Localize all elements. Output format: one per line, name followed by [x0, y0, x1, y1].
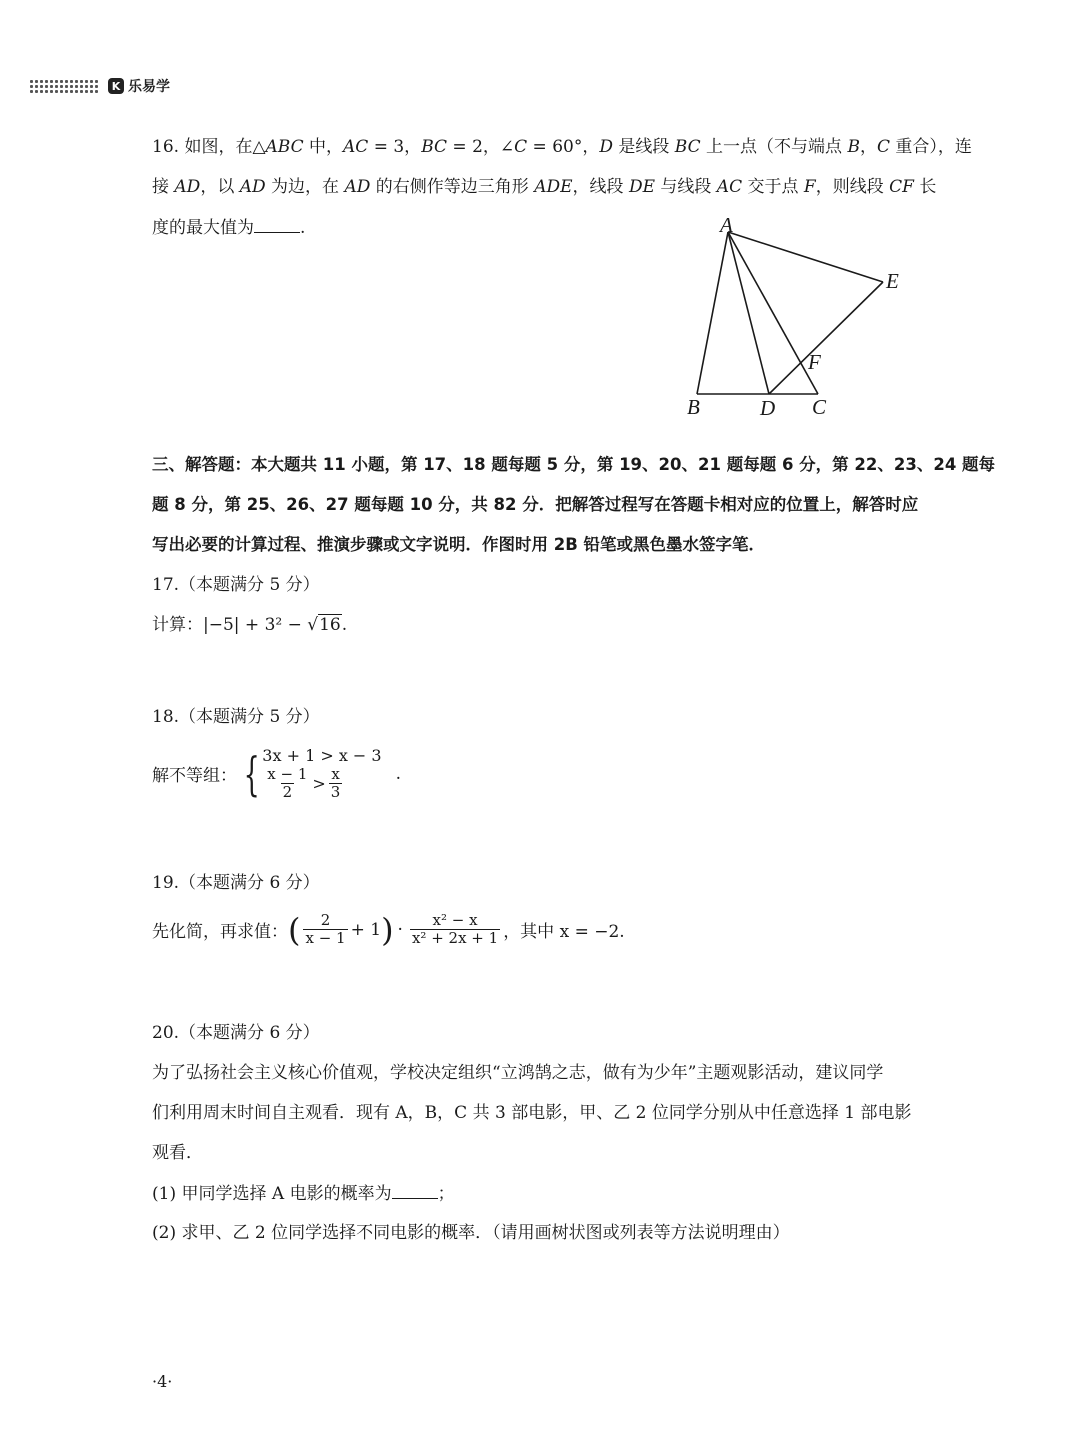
geometry-figure — [680, 212, 910, 422]
q20-subquestion-1: (1) 甲同学选择 A 电影的概率为 ； — [152, 1184, 455, 1204]
section3-line-3: 写出必要的计算过程、推演步骤或文字说明．作图时用 2B 铅笔或黑色墨水签字笔． — [152, 535, 766, 554]
q17-expression: 计算：|−5| + 3² − √16. — [152, 615, 348, 635]
q18-system: 解不等组： { 3x + 1 > x − 3 $\frac{x - 1}{2}$ > $\frac{x}{3}$ . — [152, 746, 402, 801]
section3-line-2: 题 8 分，第 25、26、27 题每题 10 分，共 82 分．把解答过程写在答题卡相对应的位置上，解答时应 — [152, 495, 919, 514]
q19-expression: 先化简，再求值： ( $\frac{2}{x - 1}$ + 1 ) · $\frac{\text{x² − x}}{\text{x² + 2x + 1}}$ ，其中 x = −2. — [152, 910, 625, 949]
q17-header: 17.（本题满分 5 分） — [152, 575, 320, 595]
label-A: A — [720, 213, 733, 237]
brand-header — [30, 76, 170, 96]
section3-line-1: 三、解答题：本大题共 11 小题，第 17、18 题每题 5 分，第 19、20、21 题每题 6 分，第 22、23、24 题每 — [152, 455, 996, 474]
q20-paragraph-2: 们利用周末时间自主观看．现有 A，B，C 共 3 部电影，甲、乙 2 位同学分别从中任意选择 1 部电影 — [152, 1103, 912, 1123]
page-number: ·4· — [152, 1372, 173, 1391]
dots-decoration — [30, 80, 98, 93]
q20-header: 20.（本题满分 6 分） — [152, 1023, 320, 1043]
q19-header: 19.（本题满分 6 分） — [152, 873, 320, 893]
brand-name: 乐易学 — [128, 79, 170, 95]
segment-AB — [697, 232, 728, 394]
answer-blank — [392, 1182, 438, 1199]
label-E: E — [886, 269, 899, 293]
brand-logo-icon: K — [108, 78, 124, 94]
q16-line-2: 接 AD，以 AD 为边，在 AD 的右侧作等边三角形 ADE，线段 DE 与线段 AC 交于点 F，则线段 CF 长 — [152, 177, 937, 197]
label-C: C — [812, 395, 827, 419]
label-D: D — [760, 396, 776, 420]
q18-header: 18.（本题满分 5 分） — [152, 707, 320, 727]
brace-icon: { — [243, 746, 260, 801]
segment-AD — [728, 232, 769, 394]
q20-paragraph-1: 为了弘扬社会主义核心价值观，学校决定组织“立鸿鹄之志，做有为少年”主题观影活动，建议同学 — [152, 1063, 884, 1083]
label-F: F — [808, 350, 821, 374]
q20-paragraph-3: 观看． — [152, 1143, 203, 1163]
answer-blank — [254, 216, 300, 233]
q16-line-3: 度的最大值为 . — [152, 218, 306, 238]
q20-subquestion-2: (2) 求甲、乙 2 位同学选择不同电影的概率．（请用画树状图或列表等方法说明理由） — [152, 1223, 790, 1243]
label-B: B — [687, 395, 700, 419]
q16-line-1: 16. 如图，在△ABC 中，AC = 3，BC = 2，∠C = 60°，D 是线段 BC 上一点（不与端点 B，C 重合），连 — [152, 137, 972, 157]
